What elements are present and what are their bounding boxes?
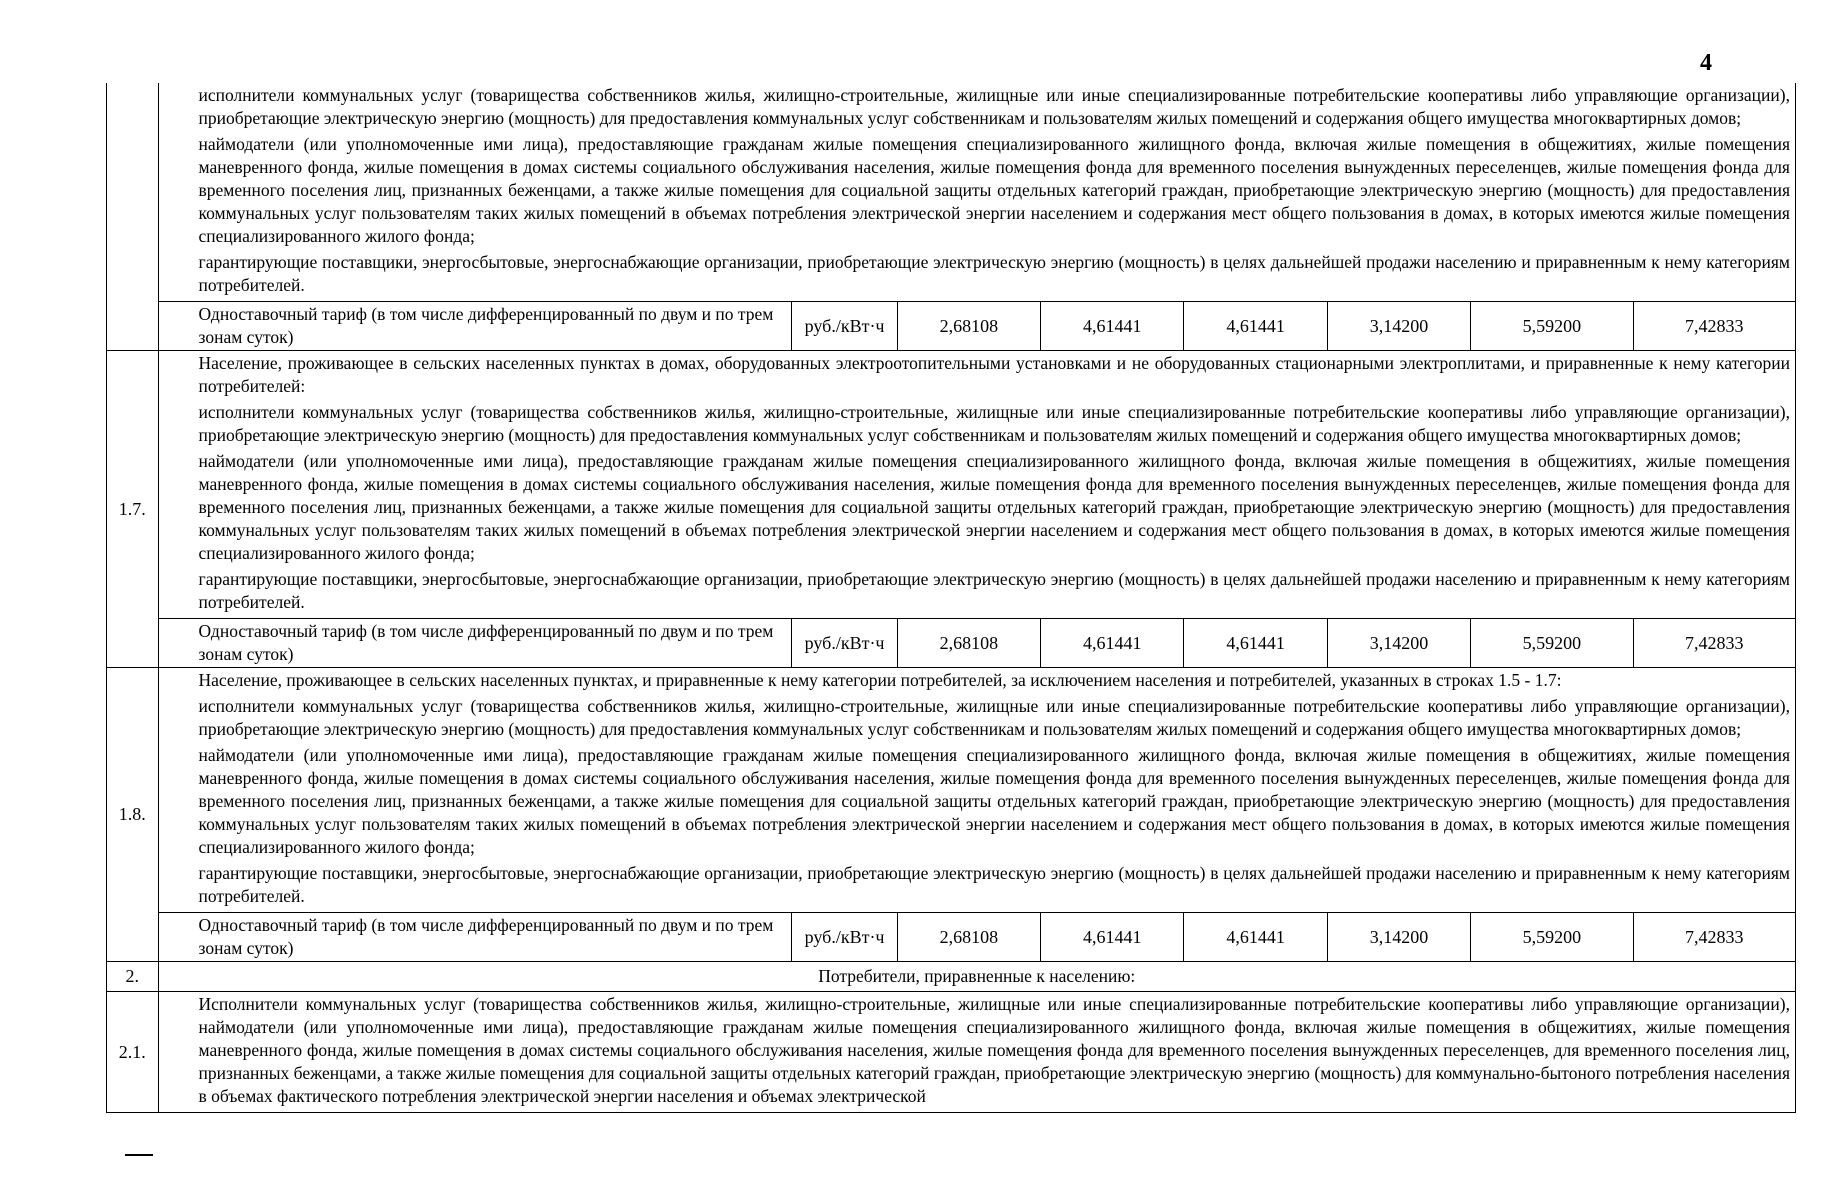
tariff-row: [107, 619, 1796, 668]
tariff-value: 2,68108: [897, 619, 1040, 668]
tariff-value: 4,61441: [1041, 913, 1184, 962]
tariff-unit: руб./кВт·ч: [792, 302, 897, 351]
section-paragraph: Исполнители коммунальных услуг (товарищества собственников жилья, жилищно-строительные, жилищные или иные специализированные потребительские кооперативы либо управляющие организации), наймодатели (или уполномоченные ими лица), предоставляющие гражданам жилые помещения специализированного жилищного фонда, включая жилые помещения в общежитиях, жилые помещения маневренного фонда, жилые помещения в домах системы социального обслуживания населения, жилые помещения фонда для временного поселения вынужденных переселенцев, для временного поселения лиц, признанных беженцами, а также жилые помещения для социальной защиты отдельных категорий граждан, приобретающие электрическую энергию (мощность) для коммунально-бытоного потребления населения в объемах фактического потребления электрической энергии населения и объемах электрической: [198, 994, 1790, 1106]
tariff-value: 3,14200: [1327, 302, 1470, 351]
tariff-value: 5,59200: [1471, 302, 1633, 351]
section-paragraph: гарантирующие поставщики, энергосбытовые, энергоснабжающие организации, приобретающие электрическую энергию (мощность) в целях дальнейшей продажи населению и приравненным к нему категориям потребителей.: [198, 569, 1790, 612]
section-paragraph: наймодатели (или уполномоченные ими лица), предоставляющие гражданам жилые помещения специализированного жилищного фонда, включая жилые помещения в общежитиях, жилые помещения маневренного фонда, жилые помещения в домах системы социального обслуживания населения, жилые помещения фонда для временного поселения вынужденных переселенцев, жилые помещения фонда для временного поселения лиц, признанных беженцами, а также жилые помещения для социальной защиты отдельных категорий граждан, приобретающие электрическую энергию (мощность) для предоставления коммунальных услуг пользователям таких жилых помещений в объемах потребления электрической энергии населением и содержания мест общего пользования в домах, в которых имеются жилые помещения специализированного жилого фонда;: [198, 134, 1790, 246]
tariff-value: 4,61441: [1184, 619, 1327, 668]
tariff-value: 5,59200: [1471, 913, 1633, 962]
section-paragraph: Население, проживающее в сельских населенных пунктах в домах, оборудованных электроотопительными установками и не оборудованных стационарными электроплитами, и приравненные к нему категории потребителей:: [198, 353, 1790, 396]
row-number: 1.7.: [107, 351, 159, 668]
tariff-row: [107, 302, 1796, 351]
tariff-label: Одноставочный тариф (в том числе дифференцированный по двум и по трем зонам суток): [158, 913, 792, 962]
tariff-value: 7,42833: [1633, 913, 1795, 962]
section-paragraph: гарантирующие поставщики, энергосбытовые, энергоснабжающие организации, приобретающие электрическую энергию (мощность) в целях дальнейшей продажи населению и приравненным к нему категориям потребителей.: [198, 252, 1790, 295]
table-bottom-stub: [125, 1154, 153, 1156]
section-row: [107, 351, 1796, 619]
section-paragraph: гарантирующие поставщики, энергосбытовые, энергоснабжающие организации, приобретающие электрическую энергию (мощность) в целях дальнейшей продажи населению и приравненным к нему категориям потребителей.: [198, 863, 1790, 906]
tariff-value: 4,61441: [1041, 302, 1184, 351]
tariff-value: 5,59200: [1471, 619, 1633, 668]
section-paragraph: исполнители коммунальных услуг (товарищества собственников жилья, жилищно-строительные, жилищные или иные специализированные потребительские кооперативы либо управляющие организации), приобретающие электрическую энергию (мощность) для предоставления коммунальных услуг собственникам и пользователям жилых помещений и содержания общего имущества многоквартирных домов;: [198, 402, 1790, 445]
section-2-row: [107, 962, 1796, 992]
section-2-1-row: [107, 992, 1796, 1113]
tariff-value: 7,42833: [1633, 302, 1795, 351]
section-row: [107, 668, 1796, 913]
section-paragraph: наймодатели (или уполномоченные ими лица), предоставляющие гражданам жилые помещения специализированного жилищного фонда, включая жилые помещения в общежитиях, жилые помещения маневренного фонда, жилые помещения в домах системы социального обслуживания населения, жилые помещения фонда для временного поселения вынужденных переселенцев, жилые помещения фонда для временного поселения лиц, признанных беженцами, а также жилые помещения для социальной защиты отдельных категорий граждан, приобретающие электрическую энергию (мощность) для предоставления коммунальных услуг пользователям таких жилых помещений в объемах потребления электрической энергии населением и содержания мест общего пользования в домах, в которых имеются жилые помещения специализированного жилого фонда;: [198, 745, 1790, 857]
tariff-value: 3,14200: [1327, 913, 1470, 962]
section-paragraph: исполнители коммунальных услуг (товарищества собственников жилья, жилищно-строительные, жилищные или иные специализированные потребительские кооперативы либо управляющие организации), приобретающие электрическую энергию (мощность) для предоставления коммунальных услуг собственникам и пользователям жилых помещений и содержания общего имущества многоквартирных домов;: [198, 85, 1790, 128]
tariff-label: Одноставочный тариф (в том числе дифференцированный по двум и по трем зонам суток): [158, 619, 792, 668]
tariff-unit: руб./кВт·ч: [792, 913, 897, 962]
row-number: 1.8.: [107, 668, 159, 962]
tariff-value: 4,61441: [1184, 913, 1327, 962]
tariff-value: 3,14200: [1327, 619, 1470, 668]
tariff-value: 2,68108: [897, 913, 1040, 962]
tariff-row: [107, 913, 1796, 962]
section-heading: Потребители, приравненные к населению:: [158, 962, 1795, 992]
section-text: [158, 83, 1795, 302]
tariff-value: 2,68108: [897, 302, 1040, 351]
tariff-value: 7,42833: [1633, 619, 1795, 668]
section-text: [158, 668, 1795, 913]
row-number: 2.1.: [107, 992, 159, 1113]
row-number: 2.: [107, 962, 159, 992]
section-paragraph: наймодатели (или уполномоченные ими лица), предоставляющие гражданам жилые помещения специализированного жилищного фонда, включая жилые помещения в общежитиях, жилые помещения маневренного фонда, жилые помещения в домах системы социального обслуживания населения, жилые помещения фонда для временного поселения вынужденных переселенцев, жилые помещения фонда для временного поселения лиц, признанных беженцами, а также жилые помещения для социальной защиты отдельных категорий граждан, приобретающие электрическую энергию (мощность) для предоставления коммунальных услуг пользователям таких жилых помещений в объемах потребления электрической энергии населением и содержания мест общего пользования в домах, в которых имеются жилые помещения специализированного жилого фонда;: [198, 451, 1790, 563]
tariff-unit: руб./кВт·ч: [792, 619, 897, 668]
section-paragraph: Население, проживающее в сельских населенных пунктах, и приравненные к нему категории потребителей, за исключением населения и потребителей, указанных в строках 1.5 - 1.7:: [198, 670, 1562, 690]
section-text: [158, 992, 1795, 1113]
tariff-table: [106, 83, 1796, 1113]
tariff-value: 4,61441: [1184, 302, 1327, 351]
page-number: 4: [1700, 50, 1712, 76]
tariff-label: Одноставочный тариф (в том числе дифференцированный по двум и по трем зонам суток): [158, 302, 792, 351]
tariff-value: 4,61441: [1041, 619, 1184, 668]
row-number: [107, 83, 159, 351]
section-paragraph: исполнители коммунальных услуг (товарищества собственников жилья, жилищно-строительные, жилищные или иные специализированные потребительские кооперативы либо управляющие организации), приобретающие электрическую энергию (мощность) для предоставления коммунальных услуг собственникам и пользователям жилых помещений и содержания общего имущества многоквартирных домов;: [198, 696, 1790, 739]
section-row: [107, 83, 1796, 302]
section-text: [158, 351, 1795, 619]
